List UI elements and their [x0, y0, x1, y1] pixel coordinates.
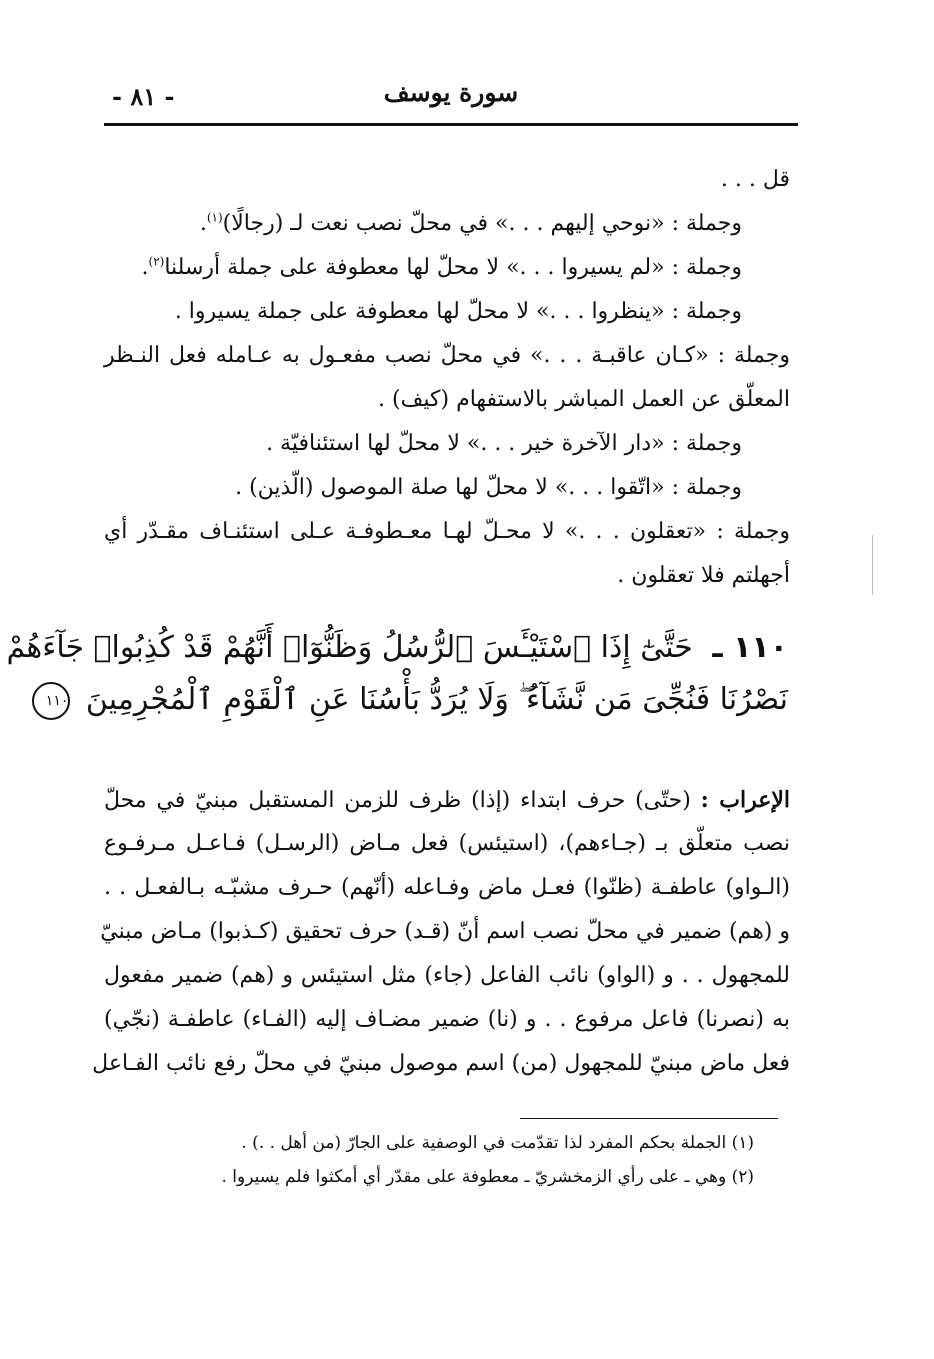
analysis-line: وجملة : «لم يسيروا . . .» لا محلّ لها معطوفة على جملة أرسلنا$^{(٢)}$.: [141, 254, 742, 280]
irab-line: فعل ماض مبنيّ للمجهول (من) اسم موصول مبنيّ في محلّ رفع نائب الفـاعل: [92, 1051, 790, 1076]
footnotes: [194, 1126, 754, 1194]
irab-line: الإعراب : (حتّى) حرف ابتداء (إذا) ظرف للزمن المستقبل مبنيّ في محلّ: [104, 787, 790, 813]
sentence-analysis: [104, 158, 790, 598]
surah-title: سورة يوسف: [383, 78, 519, 107]
analysis-line: وجملة : «دار الآخرة خير . . .» لا محلّ لها استئنافيّة .: [266, 431, 742, 456]
analysis-line: وجملة : «كـان عاقبـة . . .» في محلّ نصب مفعـول به عـامله فعل النـظر: [104, 343, 790, 368]
verse-number: ١١٠ ـ: [712, 630, 788, 665]
footnote: (١) الجملة بحكم المفرد لذا تقدّمت في الوصفية على الجارّ (من أهل . .) .: [241, 1133, 754, 1153]
analysis-line: وجملة : «ينظروا . . .» لا محلّ لها معطوفة على جملة يسيروا .: [174, 299, 742, 324]
irab-label: الإعراب :: [700, 787, 790, 813]
analysis-line: وجملة : «اتّقوا . . .» لا محلّ لها صلة الموصول (الّذين) .: [235, 475, 742, 500]
irab-line: (الـواو) عاطفـة (ظنّوا) فعـل ماض وفـاعله (أنّهم) حـرف مشبّـه بـالفعـل . .: [104, 875, 790, 900]
verse-text-1: حَتَّىٰٓ إِذَا ٱسْتَيْـَٔسَ ٱلرُّسُلُ وَظَنُّوٓا۟ أَنَّهُمْ قَدْ كُذِبُوا۟ جَآءَهُمْ: [6, 630, 693, 665]
analysis-line: أجهلتم فلا تعقلون .: [617, 563, 790, 588]
header-rule: [104, 123, 798, 126]
irab-line: للمجهول . . و (الواو) نائب الفاعل (جاء) مثل استيئس و (هم) ضمير مفعول: [104, 963, 790, 988]
scan-margin-mark: [872, 535, 873, 595]
verse-line-1: [6, 622, 788, 674]
analysis-line: وجملة : «نوحي إليهم . . .» في محلّ نصب نعت لـ (رجالًا)$^{(١)}$.: [199, 210, 742, 236]
intro-line: قل . . .: [720, 167, 790, 192]
quran-verse: [6, 622, 788, 726]
page-header: [104, 72, 798, 122]
ayah-end-marker-icon: ١١٠: [32, 682, 70, 720]
footnote-rule: [520, 1118, 778, 1119]
footnote: (٢) وهي ـ على رأي الزمخشريّ ـ معطوفة على مقدّر أي أمكثوا فلم يسيروا .: [221, 1167, 754, 1187]
analysis-line: المعلّق عن العمل المباشر بالاستفهام (كيف) .: [378, 387, 790, 412]
verse-text-2: نَصْرُنَا فَنُجِّىَ مَن نَّشَآءُ ۖ وَلَا يُرَدُّ بَأْسُنَا عَنِ ٱلْقَوْمِ ٱلْمُجْرِمِينَ: [85, 682, 788, 717]
footnote-ref: (١): [206, 210, 223, 225]
verse-line-2: [45, 674, 788, 726]
irab-line: به (نصرنا) فاعل مرفوع . . و (نا) ضمير مضـاف إليه (الفـاء) عاطفـة (نجّي): [104, 1007, 790, 1032]
irab-line: نصب متعلّق بـ (جـاءهم)، (استيئس) فعل مـاض (الرسـل) فـاعـل مـرفـوع: [104, 831, 790, 856]
footnote-ref: (٢): [148, 254, 165, 269]
irab-section: [92, 778, 790, 1086]
irab-line: و (هم) ضمير في محلّ نصب اسم أنّ (قـد) حرف تحقيق (كـذبوا) مـاض مبنيّ: [100, 919, 790, 944]
page-number: - ٨١ -: [112, 82, 175, 111]
analysis-line: وجملة : «تعقلون . . .» لا محـلّ لهـا معـطوفـة عـلى استئنـاف مقـدّر أي: [104, 519, 790, 544]
